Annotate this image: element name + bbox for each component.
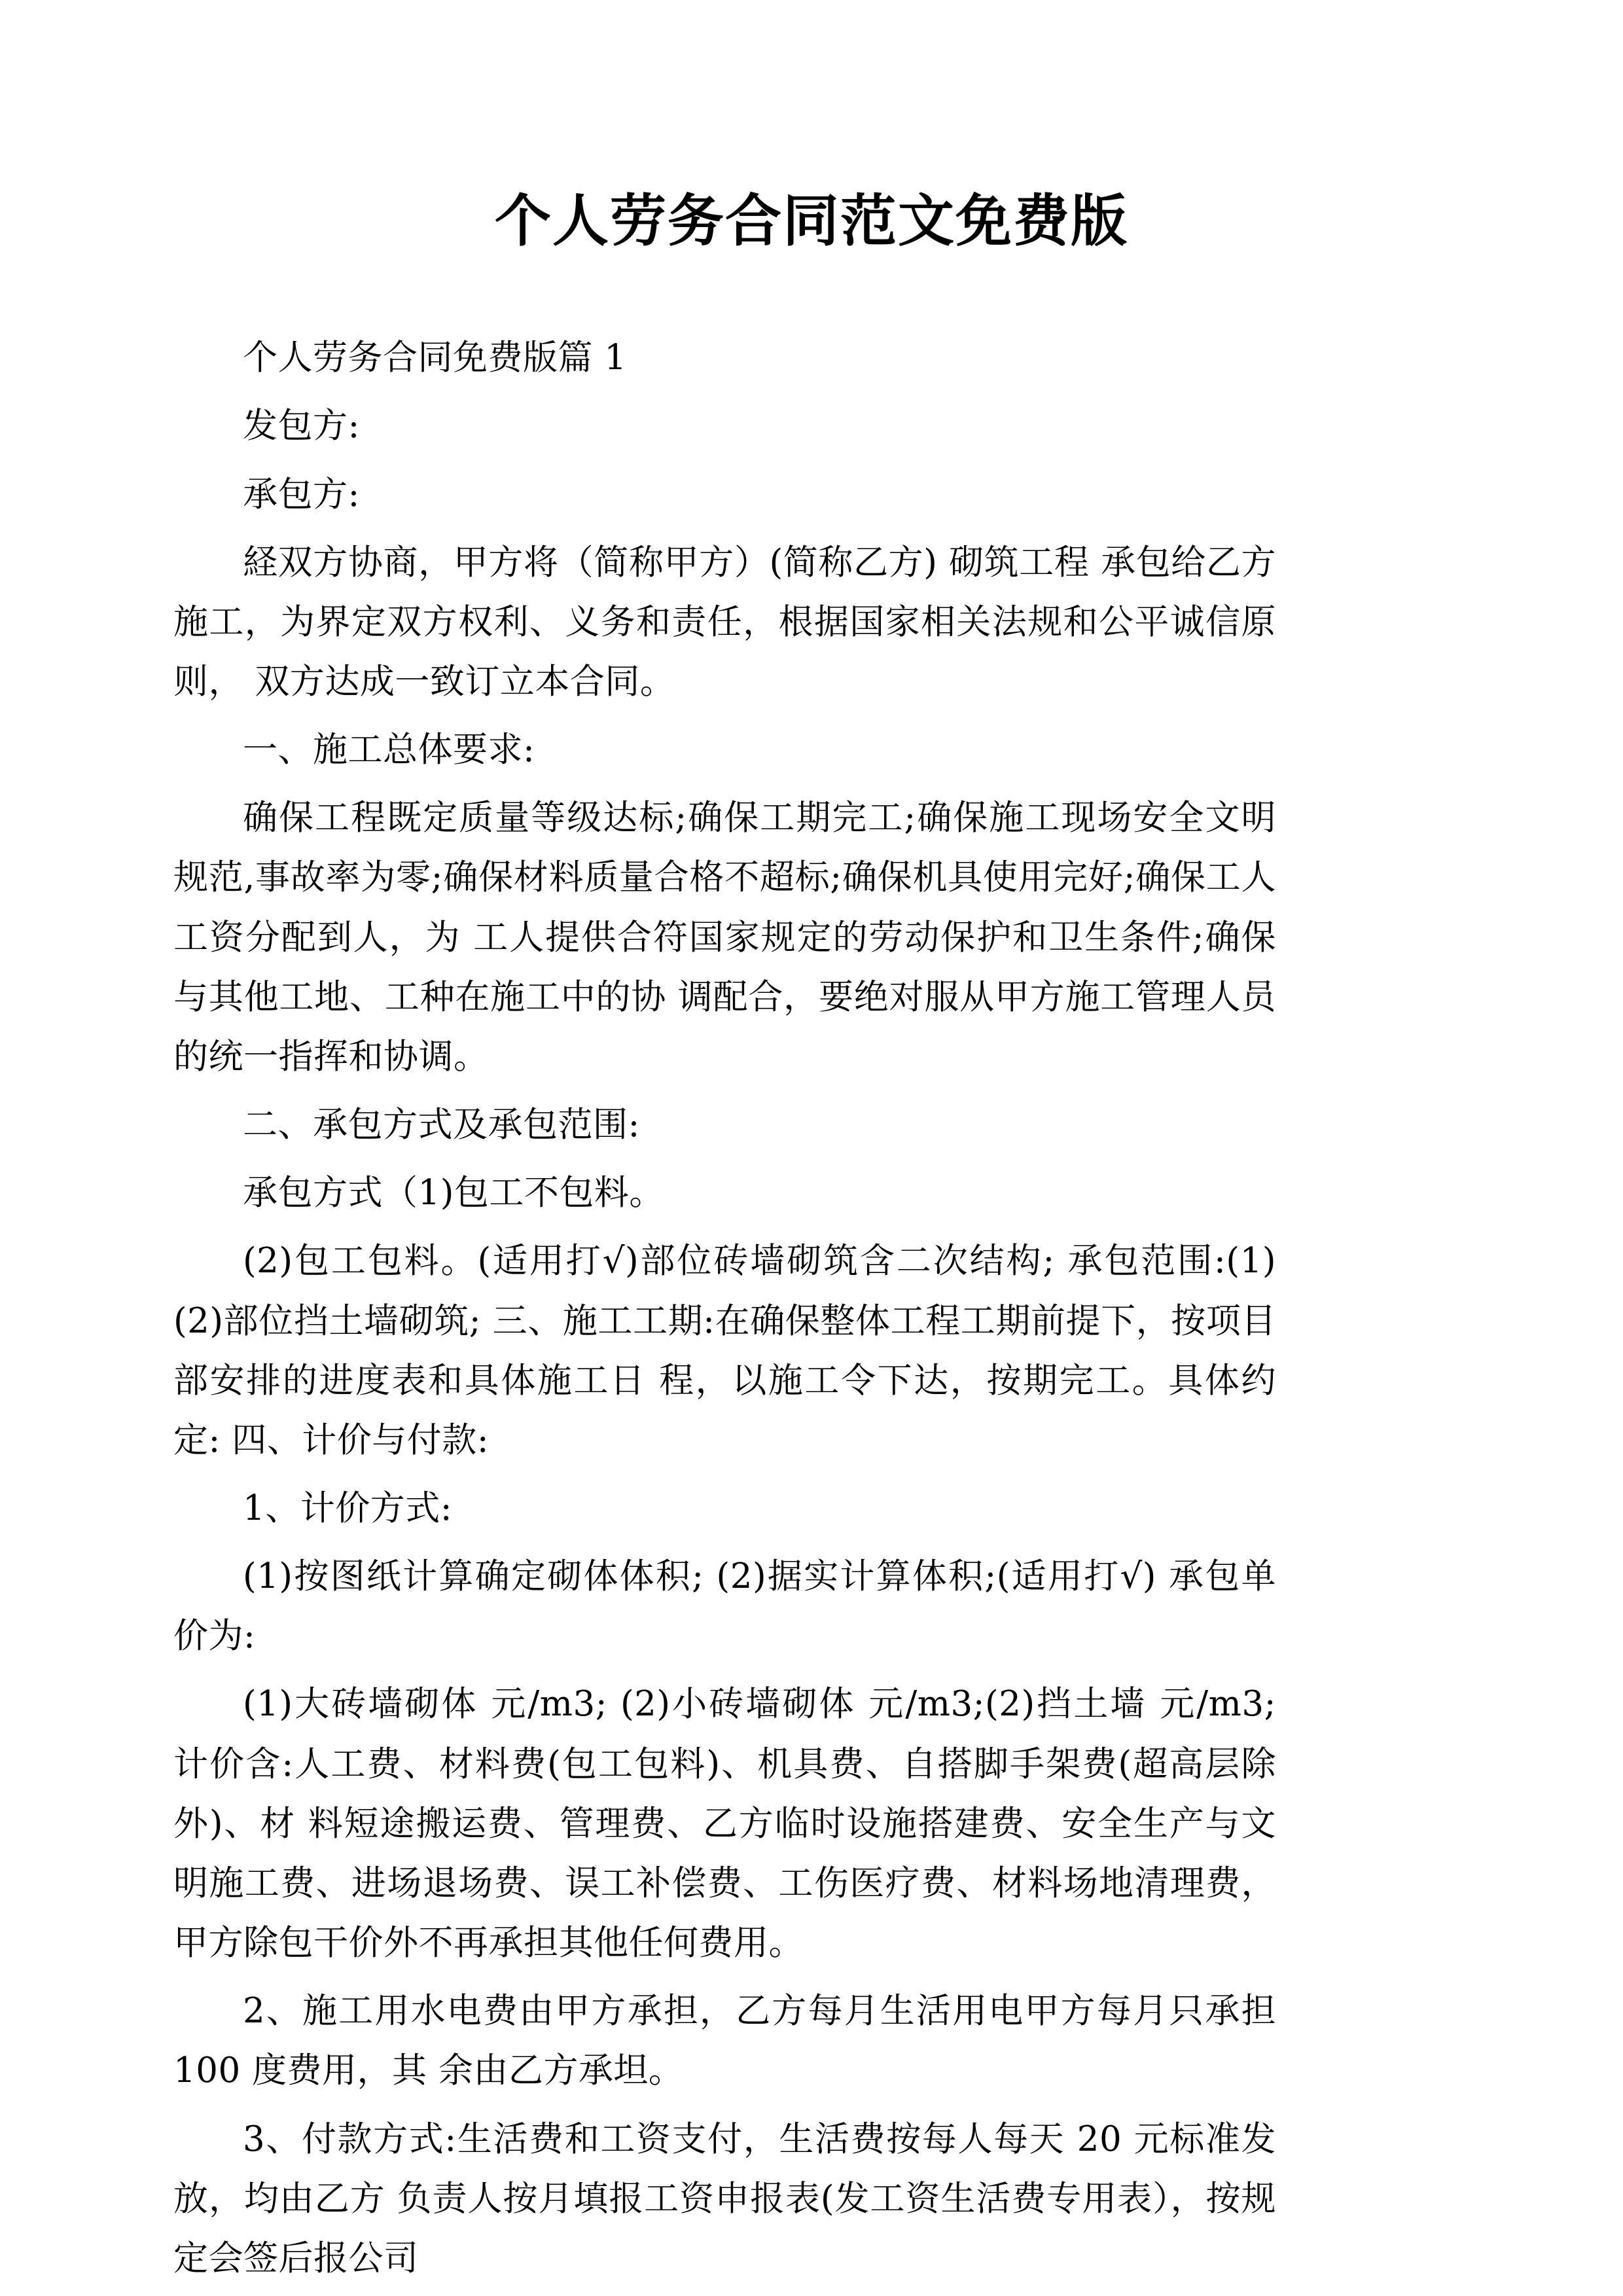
page-title: 个人劳务合同范文免费版 bbox=[495, 188, 1128, 254]
paragraph-unit-price-details: (1)大砖墙砌体 元/m3; (2)小砖墙砌体 元/m3;(2)挡土墙 元/m3; 计价含:人工费、材料费(包工包料)、机具费、自搭脚手架费(超高层除外)、材 料短途搬运费、管理费、乙方临时设施搭建费、安全生产与文明施工费、进场退场费、误工补偿费、工伤医疗费、材料场地清理费，甲方除包干价外不再承担其他任何费用。 bbox=[173, 1684, 1276, 1964]
paragraph-item-1-heading: 1、计价方式: bbox=[243, 1488, 453, 1528]
paragraph-section-1-body: 确保工程既定质量等级达标;确保工期完工;确保施工现场安全文明规范,事故率为零;确保材料质量合格不超标;确保机具使用完好;确保工人工资分配到人，为 工人提供合符国家规定的劳动保护和卫生条件;确保与其他工地、工种在施工中的协 调配合，要绝对服从甲方施工管理人员的统一指挥和协调。 bbox=[173, 798, 1276, 1077]
paragraph-party-b-label: 承包方: bbox=[243, 474, 360, 514]
paragraph-party-a-label: 发包方: bbox=[243, 406, 360, 446]
paragraph-pricing-method: (1)按图纸计算确定砌体体积; (2)据实计算体积;(适用打√) 承包单价为: bbox=[173, 1556, 1276, 1657]
paragraph-article-heading: 个人劳务合同免费版篇 1 bbox=[243, 338, 627, 378]
paragraph-section-2-heading: 二、承包方式及承包范围: bbox=[243, 1105, 640, 1145]
paragraph-preamble: 経双方协商，甲方将（简称甲方）(简称乙方) 砌筑工程 承包给乙方施工，为界定双方权利、义务和责任，根据国家相关法规和公平诚信原则， 双方达成一致订立本合同。 bbox=[173, 542, 1276, 702]
paragraph-contract-mode-1: 承包方式（1)包工不包料。 bbox=[243, 1173, 664, 1213]
paragraph-section-1-heading: 一、施工总体要求: bbox=[243, 730, 535, 770]
paragraph-contract-mode-2: (2)包工包料。(适用打√)部位砖墙砌筑含二次结构; 承包范围:(1)(2)部位挡土墙砌筑; 三、施工工期:在确保整体工程工期前提下，按项目部安排的进度表和具体施工日 程，以施工令下达，按期完工。具体约定: 四、计价与付款: bbox=[173, 1241, 1276, 1460]
paragraph-item-2-utilities: 2、施工用水电费由甲方承担，乙方每月生活用电甲方每月只承担 100 度费用，其 余由乙方承坦。 bbox=[173, 1991, 1276, 2091]
document-body bbox=[0, 328, 1623, 2288]
paragraph-item-3-payment: 3、付款方式:生活费和工资支付，生活费按每人每天 20 元标准发放，均由乙方 负责人按月填报工资申报表(发工资生活费专用表），按规定会签后报公司 bbox=[173, 2119, 1276, 2278]
